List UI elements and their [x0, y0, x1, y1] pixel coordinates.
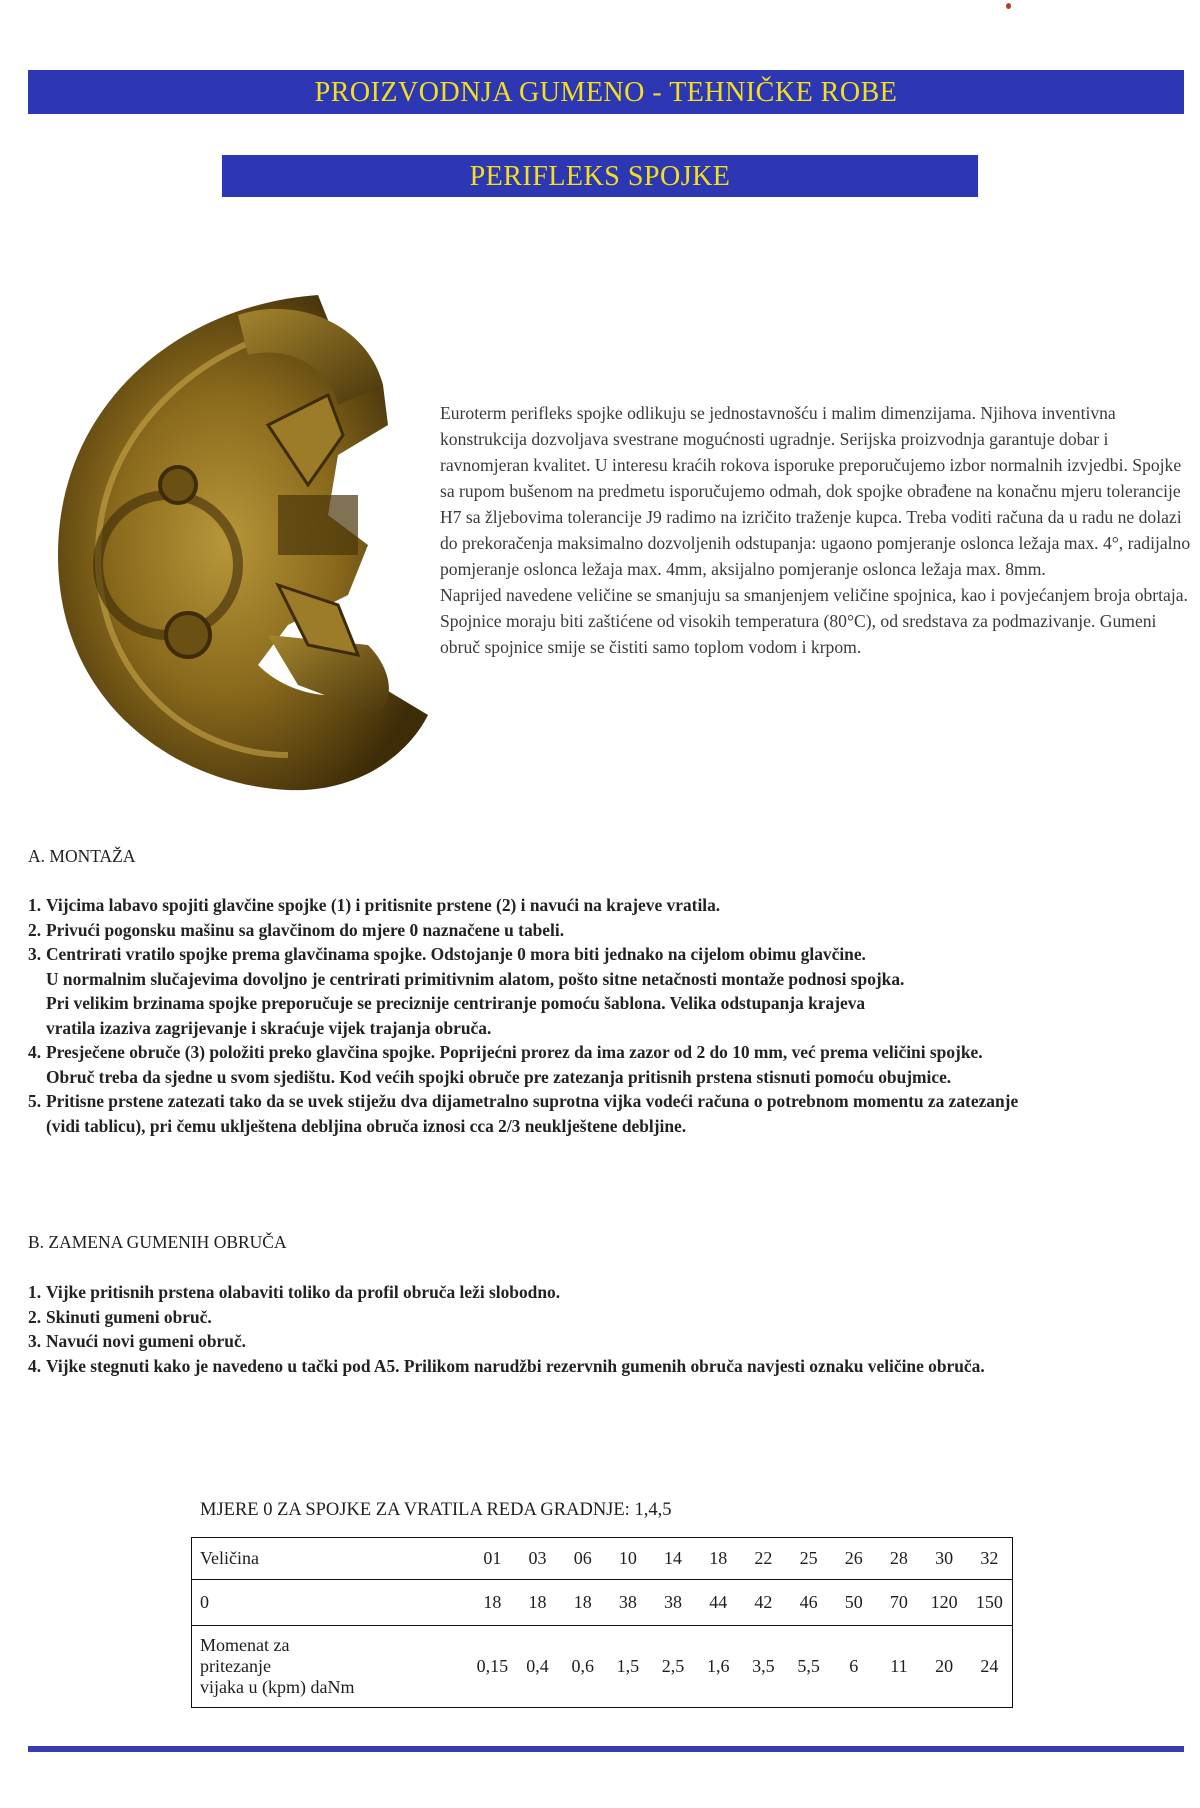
list-item [28, 893, 1188, 918]
table-cell: 1,6 [706, 1655, 730, 1676]
table-cell: 25 [799, 1548, 818, 1569]
row-label: Momenat za pritezanje vijaka u (kpm) daNm [200, 1634, 355, 1697]
table-cell: 0,6 [571, 1655, 594, 1676]
table-cell: 44 [709, 1591, 728, 1612]
table-cell: 38 [664, 1591, 683, 1612]
list-item [28, 1040, 1188, 1089]
table-cell: 03 [528, 1548, 547, 1569]
table-cell: 26 [844, 1548, 863, 1569]
intro-text [440, 400, 1195, 660]
list-item-number: 4. [28, 1355, 42, 1376]
list-item-line: Vijcima labavo spojiti glavčine spojke (1) i pritisnite prstene (2) i navući na krajeve vratila. [46, 895, 721, 915]
list-item [28, 918, 1188, 943]
table-cell: 18 [573, 1591, 592, 1612]
list-item [28, 1329, 1188, 1354]
table-cell: 5,5 [797, 1655, 820, 1676]
section-title: PERIFLEKS SPOJKE [469, 161, 731, 192]
table-cell: 06 [573, 1548, 592, 1569]
table-cell: 2,5 [661, 1655, 685, 1676]
list-item [28, 1280, 1188, 1305]
table-cell: 10 [618, 1548, 637, 1569]
list-item [28, 1305, 1188, 1330]
list-item-number: 2. [28, 1306, 42, 1327]
table-cell: 18 [483, 1591, 502, 1612]
table-cell: 30 [935, 1548, 954, 1569]
list-item-line: (vidi tablicu), pri čemu uklještena debljina obruča iznosi cca 2/3 neuklještene debljine. [46, 1115, 687, 1136]
table-row [192, 1580, 1013, 1625]
intro-paragraph-1: Euroterm perifleks spojke odlikuju se jednostavnošću i malim dimenzijama. Njihova inventivna konstrukcija dozvoljava svestrane mogućnosti ugradnje. Serijska proizvodnja garantuje dobar i ravnomjeran kvalitet. U interesu kraćih rokova isporuke preporučujemo izbor normalnih izvjedbi. Spojke sa rupom bušenom na predmetu isporučujemo odmah, dok spojke obrađene na konačnu mjeru tolerancije H7 sa žljebovima tolerancije J9 radimo na izričito traženje kupca. Treba voditi računa da u radu ne dolazi do prekoračenja maksimalno dozvoljenih odstupanja: ugaono pomjeranje oslonca ležaja max. 4°, radijalno pomjeranje oslonca ležaja max. 4mm, aksijalno pomjeranje oslonca ležaja max. 8mm. [440, 403, 1191, 579]
page-title: PROIZVODNJA GUMENO - TEHNIČKE ROBE [314, 77, 898, 108]
section-title-banner [222, 155, 978, 197]
table-cell: 0,15 [476, 1655, 509, 1676]
list-item-line: U normalnim slučajevima dovoljno je centrirati primitivnim alatom, pošto sitne netačnosti montaže podnosi spojka. [46, 968, 905, 989]
table-cell: 14 [664, 1548, 683, 1569]
table-cell: 11 [890, 1655, 908, 1676]
list-item-line: Pri velikim brzinama spojke preporučuje se preciznije centriranje pomoću šablona. Velika odstupanja krajeva [46, 993, 866, 1013]
table-row [192, 1625, 1013, 1708]
list-item [28, 1089, 1188, 1138]
bottom-divider [28, 1746, 1184, 1752]
measurement-table [191, 1537, 1013, 1708]
list-item-line: Pritisne prstene zatezati tako da se uvek stiježu dva dijametralno suprotna vijka vodeći računa o potrebnom momentu za zatezanje [46, 1091, 1019, 1111]
table-cell: 0,4 [526, 1655, 549, 1676]
list-item [28, 942, 1188, 1040]
list-item-line: Privući pogonsku mašinu sa glavčinom do mjere 0 naznačene u tabeli. [46, 919, 565, 940]
table-cell: 18 [709, 1548, 728, 1569]
list-item-number: 5. [28, 1091, 42, 1111]
list-item-number: 1. [28, 895, 42, 915]
table-cell: 50 [844, 1591, 863, 1612]
list-item-number: 2. [28, 919, 42, 940]
list-item-line: Centrirati vratilo spojke prema glavčinama spojke. Odstojanje 0 mora biti jednako na cijelom obimu glavčine. [46, 944, 866, 964]
table-cell: 38 [618, 1591, 637, 1612]
list-item-line: vratila izaziva zagrijevanje i skraćuje vijek trajanja obruča. [46, 1017, 492, 1038]
list-item-line: Skinuti gumeni obruč. [46, 1306, 212, 1327]
table-cell: 01 [483, 1548, 502, 1569]
table-cell: 1,5 [616, 1655, 640, 1676]
zamena-steps [28, 1280, 1188, 1378]
list-item-number: 3. [28, 1331, 42, 1351]
list-item-line: Vijke stegnuti kako je navedeno u tački pod A5. Prilikom narudžbi rezervnih gumenih obruča navjesti oznaku veličine obruča. [46, 1355, 985, 1376]
list-item-line: Navući novi gumeni obruč. [46, 1331, 247, 1351]
list-item-line: Vijke pritisnih prstena olabaviti toliko da profil obruča leži slobodno. [46, 1282, 561, 1302]
table-cell: 24 [980, 1655, 999, 1676]
intro-paragraph-2: Naprijed navedene veličine se smanjuju sa smanjenjem veličine spojnica, kao i povjećanjem broja obrtaja. Spojnice moraju biti zaštićene od visokih temperatura (80°C), od sredstava za podmazivanje. Gumeni obruč spojnice smije se čistiti samo toplom vodom i krpom. [440, 585, 1188, 657]
page-title-banner [28, 70, 1184, 114]
list-item-line: Presječene obruče (3) položiti preko glavčina spojke. Poprijećni prorez da ima zazor od 2 do 10 mm, već prema veličini spojke. [46, 1042, 983, 1062]
table-cell: 70 [889, 1591, 908, 1612]
decorative-dot [1006, 3, 1011, 9]
table-cell: 6 [849, 1655, 859, 1676]
list-item-number: 1. [28, 1282, 42, 1302]
row-label: 0 [200, 1591, 209, 1612]
zamena-heading: B. ZAMENA GUMENIH OBRUČA [28, 1232, 287, 1252]
table-cell: 28 [889, 1548, 908, 1569]
row-label: Veličina [200, 1548, 259, 1569]
montaza-heading: A. MONTAŽA [28, 846, 136, 866]
table-cell: 22 [754, 1548, 773, 1569]
table-cell: 150 [975, 1591, 1003, 1612]
list-item-number: 4. [28, 1042, 42, 1062]
coupling-cutaway-photo [38, 285, 438, 795]
table-cell: 18 [528, 1591, 547, 1612]
table-cell: 120 [930, 1591, 958, 1612]
list-item-line: Obruč treba da sjedne u svom sjedištu. Kod većih spojki obruče pre zatezanja pritisnih prstena stisnuti pomoću obujmice. [46, 1066, 952, 1087]
table-cell: 46 [799, 1591, 818, 1612]
table-cell: 42 [754, 1591, 773, 1612]
list-item-number: 3. [28, 944, 42, 964]
table-cell: 3,5 [752, 1655, 775, 1676]
list-item [28, 1354, 1188, 1379]
montaza-steps [28, 893, 1188, 1138]
table-title: MJERE 0 ZA SPOJKE ZA VRATILA REDA GRADNJE: 1,4,5 [200, 1500, 672, 1520]
table-cell: 32 [980, 1548, 999, 1569]
table-row [192, 1538, 1013, 1580]
table-cell: 20 [935, 1655, 954, 1676]
